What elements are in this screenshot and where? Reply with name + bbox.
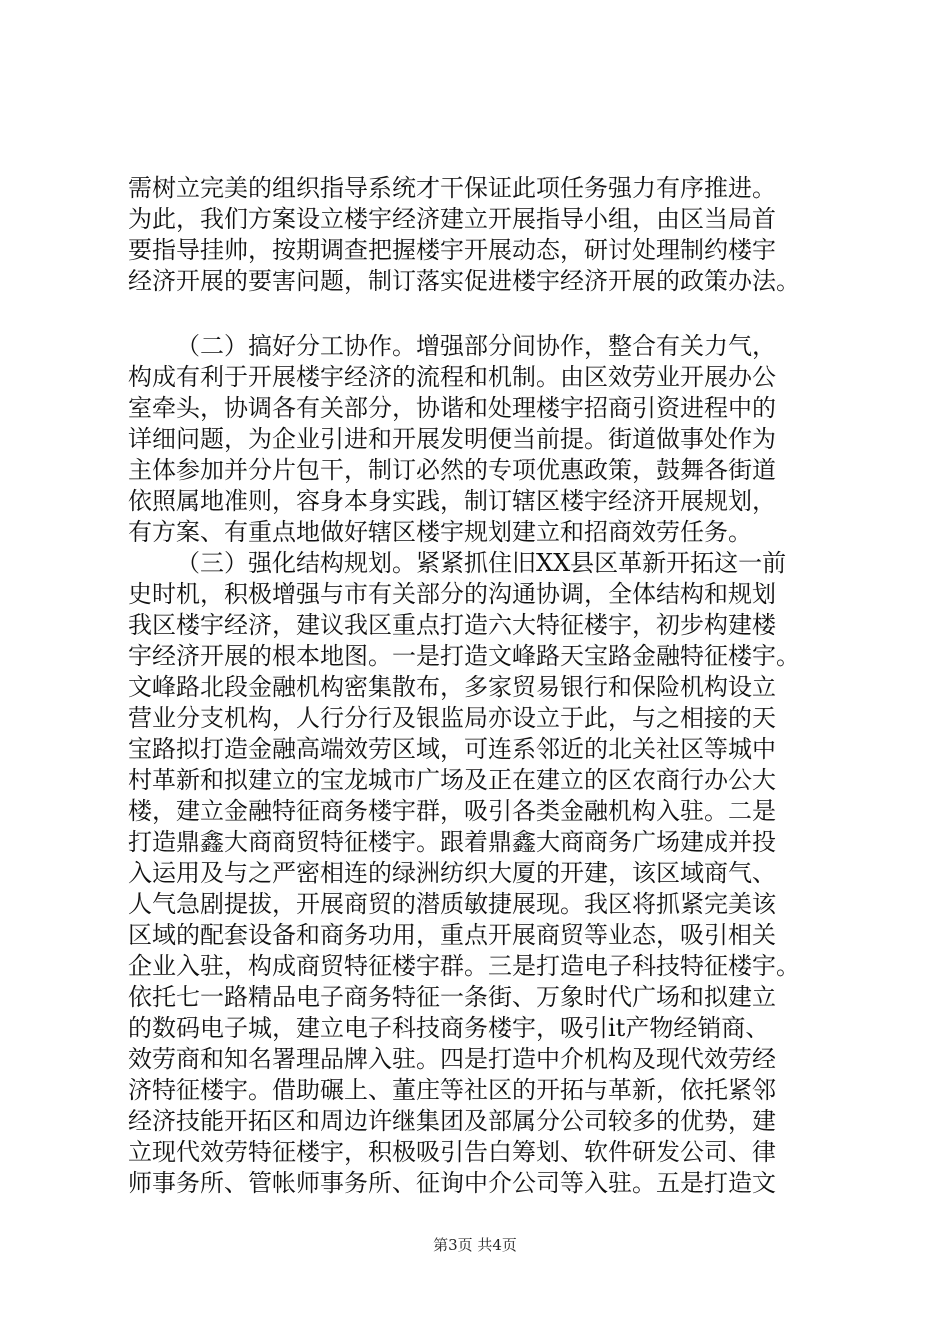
text-line: 史时机，积极增强与市有关部分的沟通协调，全体结构和规划 [128, 580, 776, 608]
text-line: 主体参加并分片包干，制订必然的专项优惠政策，鼓舞各街道 [128, 456, 776, 484]
text-line: 依托七一路精品电子商务特征一条街、万象时代广场和拟建立 [128, 983, 776, 1011]
text-line: 依照属地准则，容身本身实践，制订辖区楼宇经济开展规划， [128, 487, 776, 515]
page-footer [0, 1235, 950, 1255]
text-line: 立现代效劳特征楼宇，积极吸引告白筹划、软件研发公司、律 [128, 1138, 776, 1166]
text-line: 需树立完美的组织指导系统才干保证此项任务强力有序推进。 [128, 174, 776, 202]
text-line: 室牵头，协调各有关部分，协谐和处理楼宇招商引资进程中的 [128, 394, 776, 422]
text-line: 要指导挂帅，按期调查把握楼宇开展动态，研讨处理制约楼宇 [128, 236, 776, 264]
text-line: 企业入驻，构成商贸特征楼宇群。三是打造电子科技特征楼宇。 [128, 952, 800, 980]
text-line: （二）搞好分工协作。增强部分间协作，整合有关力气， [176, 332, 776, 360]
text-line: 构成有利于开展楼宇经济的流程和机制。由区效劳业开展办公 [128, 363, 776, 391]
text-line: 为此，我们方案设立楼宇经济建立开展指导小组，由区当局首 [128, 205, 776, 233]
text-line: 文峰路北段金融机构密集散布，多家贸易银行和保险机构设立 [128, 673, 776, 701]
text-line: 师事务所、管帐师事务所、征询中介公司等入驻。五是打造文 [128, 1169, 776, 1197]
text-line: 经济技能开拓区和周边许继集团及部属分公司较多的优势，建 [128, 1107, 776, 1135]
text-line: 打造鼎鑫大商商贸特征楼宇。跟着鼎鑫大商商务广场建成并投 [128, 828, 776, 856]
text-line: 我区楼宇经济，建议我区重点打造六大特征楼宇，初步构建楼 [128, 611, 776, 639]
text-line: 效劳商和知名署理品牌入驻。四是打造中介机构及现代效劳经 [128, 1045, 776, 1073]
text-line: 的数码电子城，建立电子科技商务楼宇，吸引it产物经销商、 [128, 1014, 770, 1042]
text-line: 入运用及与之严密相连的绿洲纺织大厦的开建，该区域商气、 [128, 859, 776, 887]
text-line: 村革新和拟建立的宝龙城市广场及正在建立的区农商行办公大 [128, 766, 776, 794]
text-line: 宇经济开展的根本地图。一是打造文峰路天宝路金融特征楼宇。 [128, 642, 800, 670]
paragraph-spacer [128, 297, 848, 331]
document-body [128, 173, 848, 1199]
text-line: 区域的配套设备和商务功用，重点开展商贸等业态，吸引相关 [128, 921, 776, 949]
text-line: 有方案、有重点地做好辖区楼宇规划建立和招商效劳任务。 [128, 518, 752, 546]
paragraph-2 [128, 331, 848, 548]
paragraph-3 [128, 548, 848, 1199]
text-line: 经济开展的要害问题，制订落实促进楼宇经济开展的政策办法。 [128, 267, 800, 295]
text-line: 营业分支机构，人行分行及银监局亦设立于此，与之相接的天 [128, 704, 776, 732]
text-line: 人气急剧提拔，开展商贸的潜质敏捷展现。我区将抓紧完美该 [128, 890, 776, 918]
text-line: （三）强化结构规划。紧紧抓住旧XX县区革新开拓这一前 [176, 549, 787, 577]
page-number-label: 第3页 共4页 [433, 1236, 517, 1254]
text-line: 宝路拟打造金融高端效劳区域，可连系邻近的北关社区等城中 [128, 735, 776, 763]
text-line: 济特征楼宇。借助碾上、董庄等社区的开拓与革新，依托紧邻 [128, 1076, 776, 1104]
text-line: 楼，建立金融特征商务楼宇群，吸引各类金融机构入驻。二是 [128, 797, 776, 825]
text-line: 详细问题，为企业引进和开展发明便当前提。街道做事处作为 [128, 425, 776, 453]
paragraph-1 [128, 173, 848, 297]
